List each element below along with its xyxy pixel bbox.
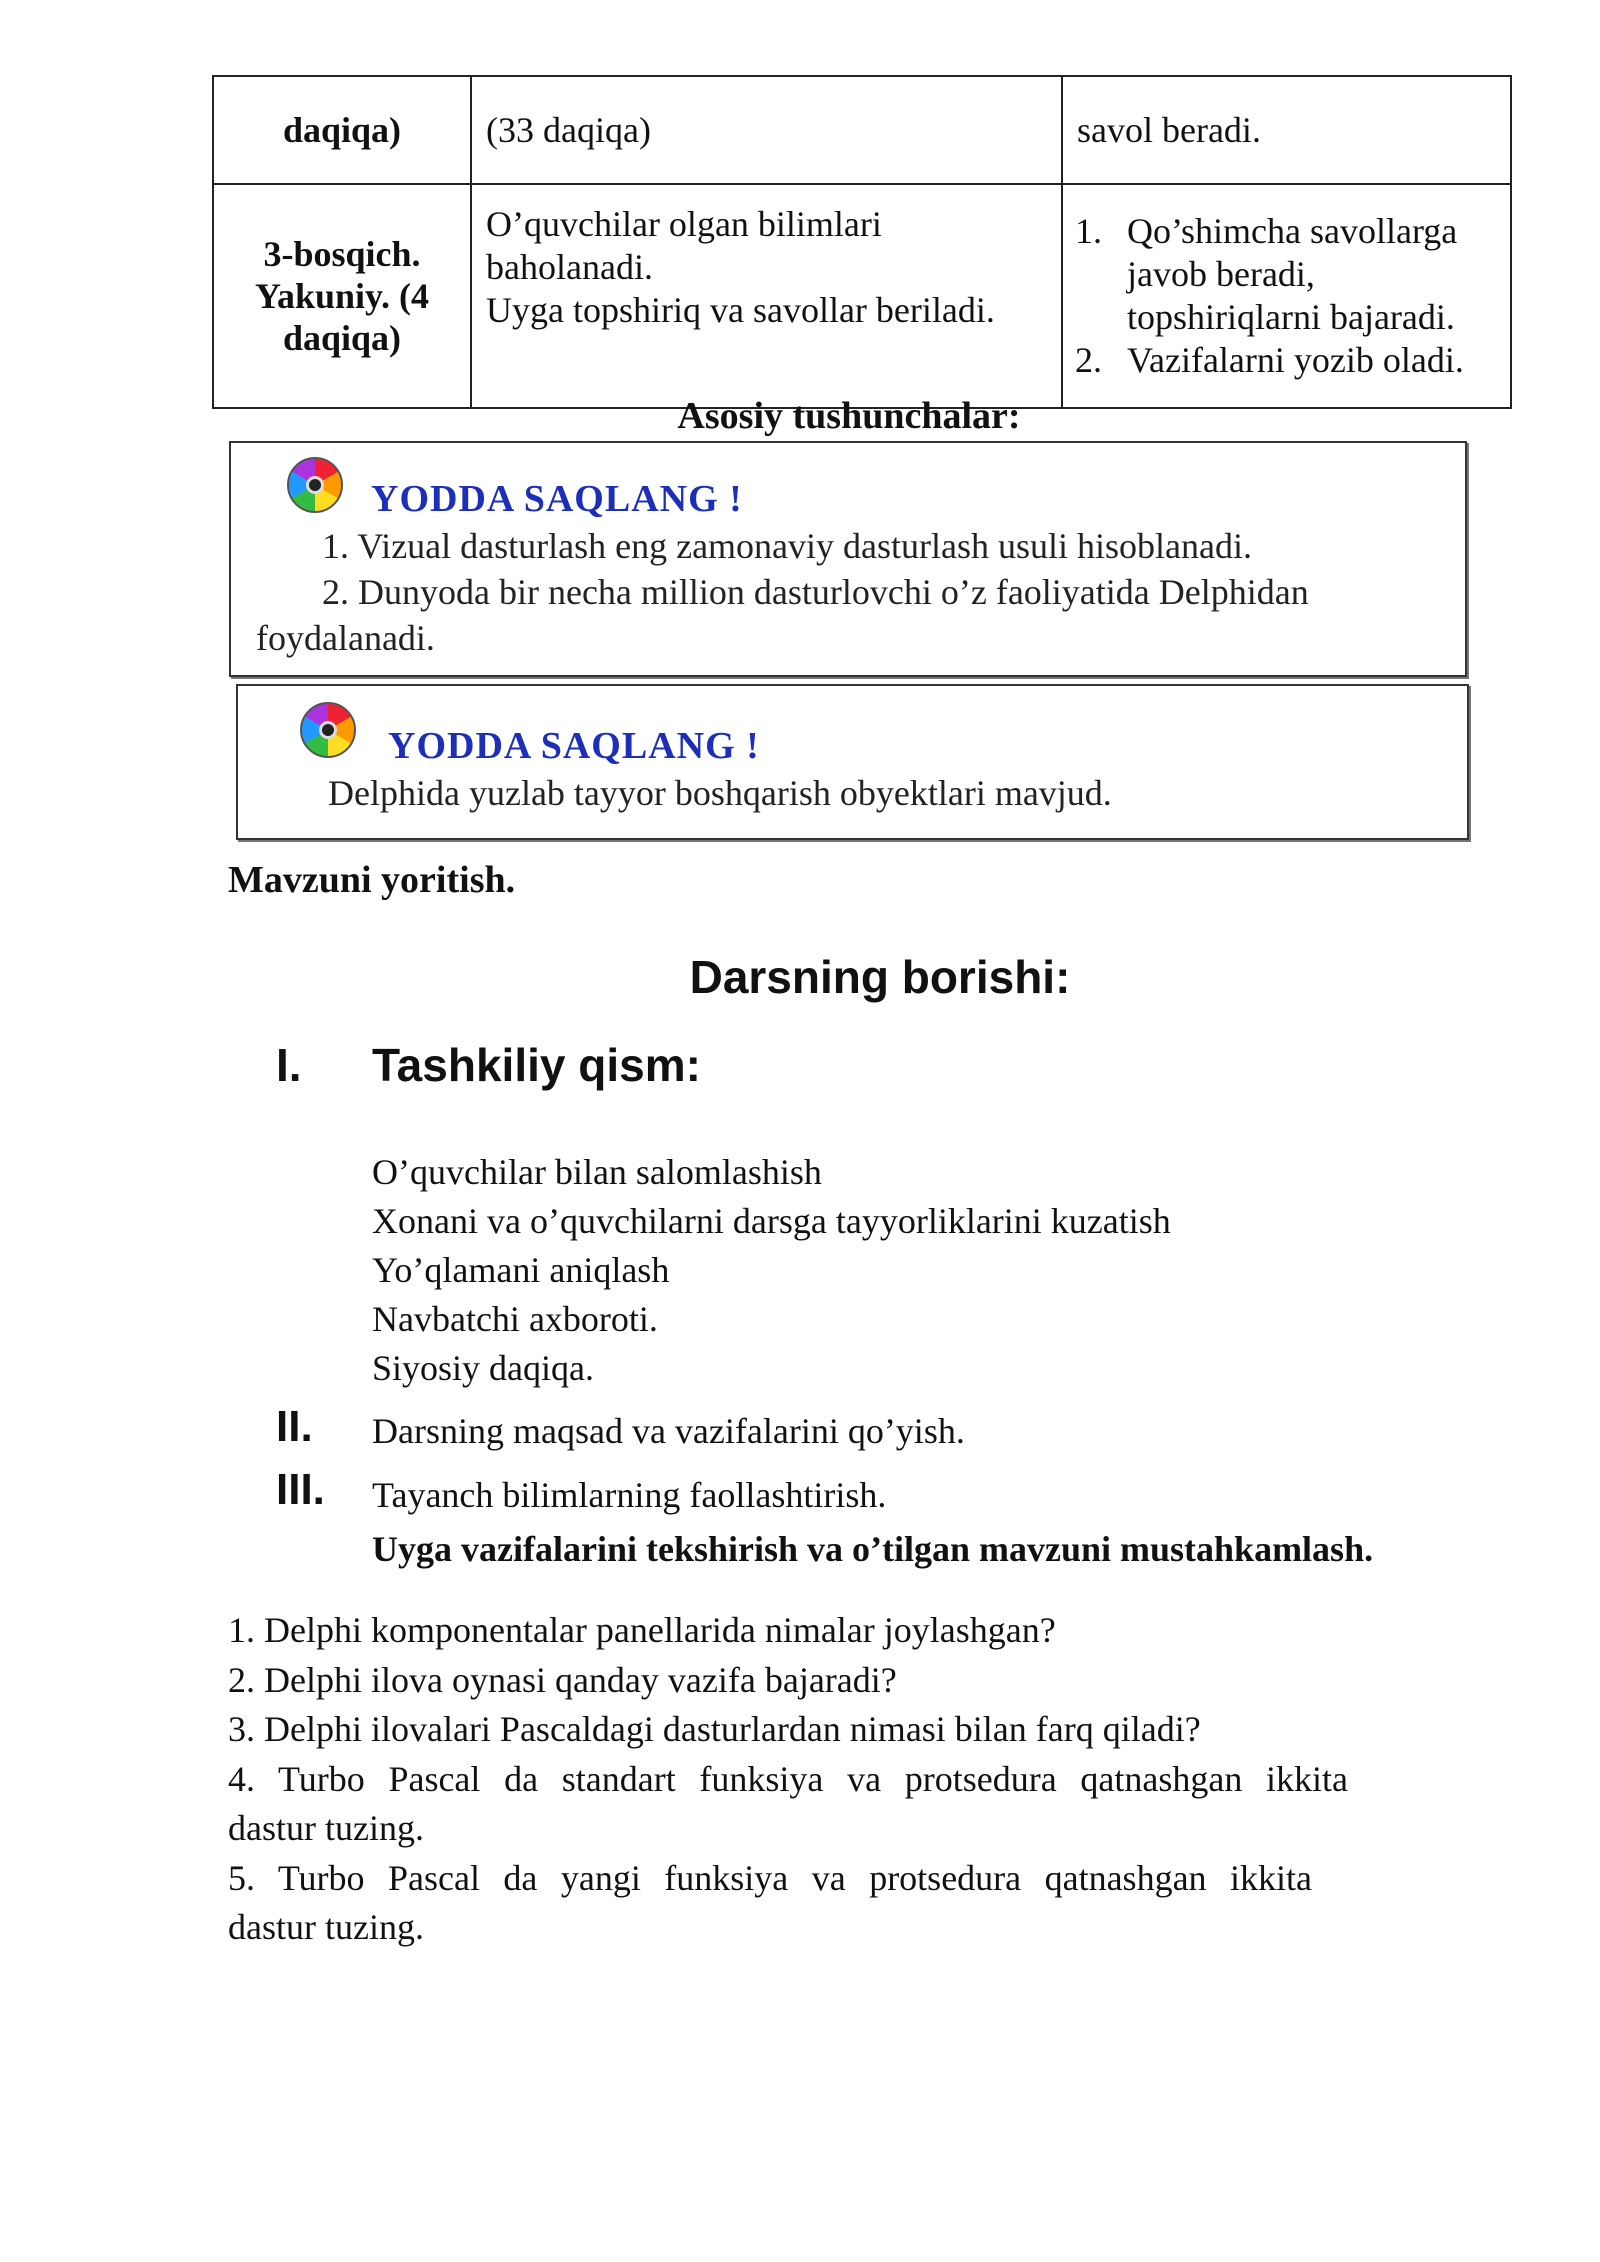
question-item: 1. Delphi komponentalar panellarida nimalar joylashgan?	[228, 1610, 1056, 1650]
list-item: Siyosiy daqiqa.	[372, 1348, 594, 1388]
stage-line: 3-bosqich.	[263, 234, 421, 274]
list-item: 2. Vazifalarni yozib oladi.	[1111, 339, 1496, 382]
question-item: 4. Turbo Pascal da standart funksiya va protsedura qatnashgan ikkita	[228, 1758, 1348, 1799]
teacher-cell	[471, 184, 1062, 408]
remember-text: foydalanadi.	[256, 618, 435, 658]
student-actions-list	[1071, 210, 1496, 382]
remember-title: YODDA SAQLANG !	[371, 478, 743, 520]
section-numeral: III.	[276, 1465, 325, 1514]
student-text: savol beradi.	[1077, 109, 1261, 150]
table-row	[213, 184, 1511, 408]
topic-heading: Mavzuni yoritish.	[228, 859, 516, 901]
question-item: 3. Delphi ilovalari Pascaldagi dasturlardan nimasi bilan farq qiladi?	[228, 1709, 1201, 1749]
stage-line: Yakuniy. (4	[254, 276, 430, 316]
remember-text: Delphida yuzlab tayyor boshqarish obyektlari mavjud.	[328, 773, 1112, 813]
section-title: Tashkiliy qism:	[372, 1039, 701, 1091]
stage-cell	[213, 76, 471, 184]
disc-icon	[287, 457, 343, 513]
teacher-text: Uyga topshiriq va savollar beriladi.	[486, 290, 995, 330]
stage-cell	[213, 184, 471, 408]
section-numeral: I.	[276, 1039, 302, 1091]
remember-box	[229, 441, 1467, 677]
remember-text: 2. Dunyoda bir necha million dasturlovchi o’z faoliyatida Delphidan	[322, 572, 1309, 612]
section-text: Darsning maqsad va vazifalarini qo’yish.	[372, 1411, 965, 1451]
question-item: dastur tuzing.	[228, 1808, 424, 1848]
section-text: Tayanch bilimlarning faollashtirish.	[372, 1475, 887, 1515]
question-item: 5. Turbo Pascal da yangi funksiya va protsedura qatnashgan ikkita	[228, 1857, 1312, 1898]
teacher-cell	[471, 76, 1062, 184]
list-item: Navbatchi axboroti.	[372, 1299, 658, 1339]
section-bold-text: Uyga vazifalarini tekshirish va o’tilgan mavzuni mustahkamlash.	[372, 1529, 1374, 1569]
questions-list	[228, 1606, 1348, 1953]
stage-line: daqiqa)	[282, 318, 402, 358]
organizational-list	[372, 1148, 1171, 1393]
list-item: Xonani va o’quvchilarni darsga tayyorliklarini kuzatish	[372, 1201, 1171, 1241]
teacher-text: (33 daqiqa)	[486, 109, 651, 150]
remember-title: YODDA SAQLANG !	[388, 725, 760, 767]
question-item: dastur tuzing.	[228, 1907, 424, 1947]
asosiy-heading: Asosiy tushunchalar:	[677, 395, 1021, 437]
disc-icon	[300, 702, 356, 758]
student-cell	[1062, 76, 1511, 184]
list-item: O’quvchilar bilan salomlashish	[372, 1152, 822, 1192]
lesson-progress-heading: Darsning borishi:	[689, 951, 1071, 1003]
teacher-text: O’quvchilar olgan bilimlari baholanadi.	[486, 204, 882, 287]
remember-box	[236, 684, 1469, 840]
list-item: Yo’qlamani aniqlash	[372, 1250, 670, 1290]
section-numeral: II.	[276, 1402, 313, 1451]
question-item: 2. Delphi ilova oynasi qanday vazifa bajaradi?	[228, 1659, 897, 1700]
table-row	[213, 76, 1511, 184]
stage-text: daqiqa)	[282, 110, 402, 150]
list-item: 1. Qo’shimcha savollarga javob beradi, topshiriqlarni bajaradi.	[1111, 210, 1496, 339]
lesson-plan-table	[212, 75, 1512, 409]
student-cell	[1062, 184, 1511, 408]
remember-text: 1. Vizual dasturlash eng zamonaviy dasturlash usuli hisoblanadi.	[322, 526, 1252, 566]
